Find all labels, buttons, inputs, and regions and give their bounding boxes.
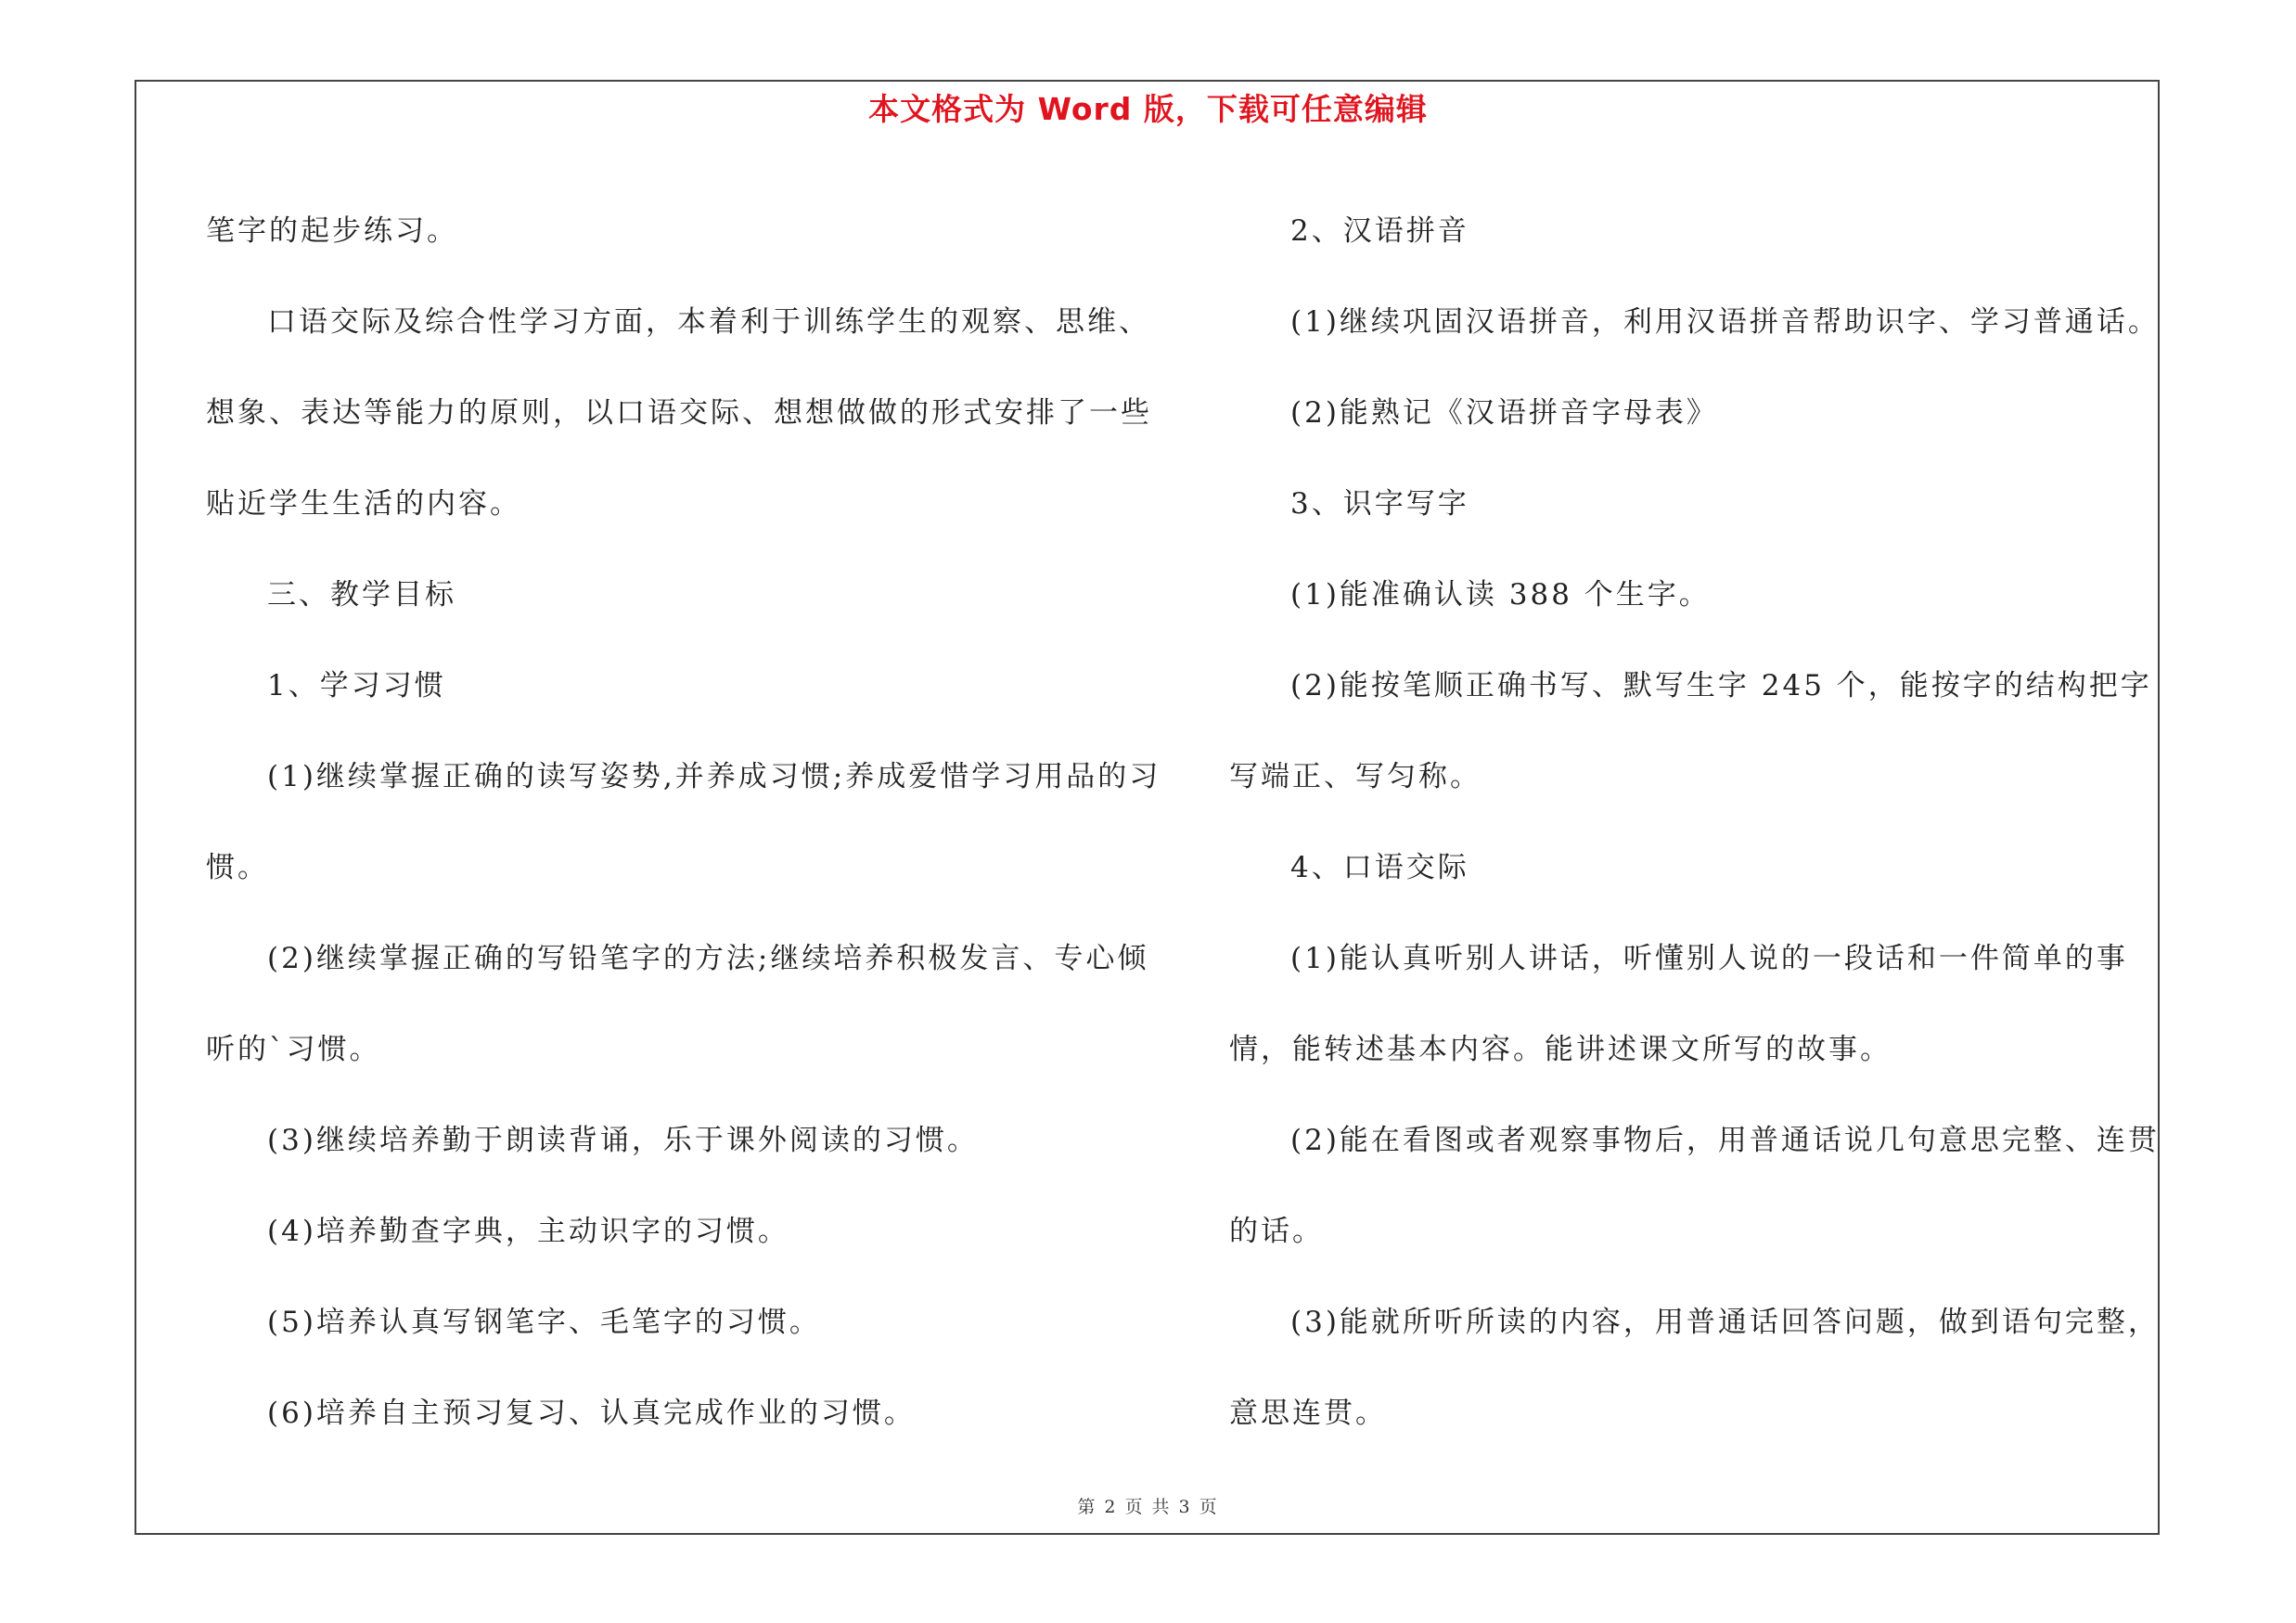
section-heading: 三、教学目标	[267, 578, 456, 612]
list-item: (3)继续培养勤于朗读背诵，乐于课外阅读的习惯。	[267, 1124, 979, 1157]
subsection-heading: 2、汉语拼音	[1290, 214, 1469, 248]
list-item: (1)继续掌握正确的读写姿势,并养成习惯;养成爱惜学习用品的习惯。	[206, 760, 1161, 884]
subsection-heading: 4、口语交际	[1290, 851, 1469, 884]
subsection-heading: 3、识字写字	[1290, 487, 1469, 521]
list-item: (2)能按笔顺正确书写、默写生字 245 个，能按字的结构把字写端正、写匀称。	[1229, 669, 2152, 793]
subsection-heading: 1、学习习惯	[267, 669, 446, 702]
right-text-column	[1229, 186, 2166, 1459]
left-text-column	[206, 186, 1171, 1459]
list-item: (1)继续巩固汉语拼音，利用汉语拼音帮助识字、学习普通话。	[1290, 305, 2160, 339]
paragraph: 笔字的起步练习。	[206, 214, 458, 248]
list-item: (5)培养认真写钢笔字、毛笔字的习惯。	[267, 1306, 821, 1339]
list-item: (4)培养勤查字典，主动识字的习惯。	[267, 1215, 789, 1248]
list-item: (1)能认真听别人讲话，听懂别人说的一段话和一件简单的事情，能转述基本内容。能讲述课文所写的故事。	[1229, 942, 2128, 1066]
page-number-label: 第 2 页 共 3 页	[1077, 1497, 1219, 1517]
list-item: (3)能就所听所读的内容，用普通话回答问题，做到语句完整，意思连贯。	[1229, 1306, 2160, 1430]
paragraph: 口语交际及综合性学习方面，本着利于训练学生的观察、思维、想象、表达等能力的原则，以口语交际、想想做做的形式安排了一些贴近学生生活的内容。	[206, 305, 1152, 521]
list-item: (2)能在看图或者观察事物后，用普通话说几句意思完整、连贯的话。	[1229, 1124, 2160, 1248]
word-format-banner: 本文格式为 Word 版，下载可任意编辑	[868, 91, 1428, 127]
list-item: (6)培养自主预习复习、认真完成作业的习惯。	[267, 1397, 916, 1430]
list-item: (1)能准确认读 388 个生字。	[1290, 578, 1711, 612]
list-item: (2)继续掌握正确的写铅笔字的方法;继续培养积极发言、专心倾听的`习惯。	[206, 942, 1149, 1066]
page-number	[0, 1496, 2296, 1518]
list-item: (2)能熟记《汉语拼音字母表》	[1290, 396, 1718, 430]
